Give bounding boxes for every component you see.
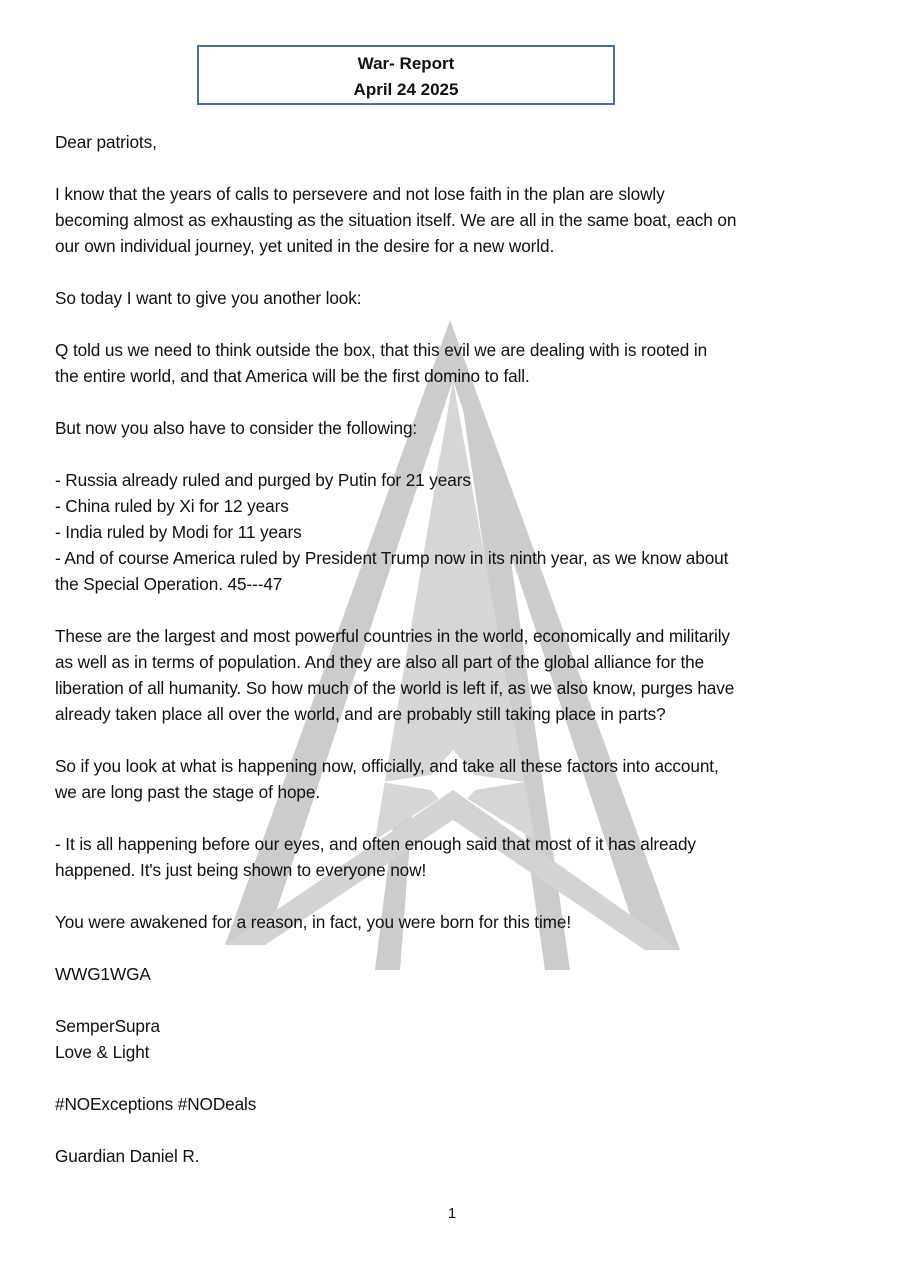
- hashtags: #NOExceptions #NODeals: [55, 1094, 257, 1114]
- paragraph-line: as well as in terms of population. And they are also all part of the global alliance for the: [55, 652, 705, 672]
- paragraph-line: These are the largest and most powerful countries in the world, economically and militarily: [55, 626, 730, 646]
- report-title: War- Report: [357, 54, 455, 73]
- paragraph-line: our own individual journey, yet united in the desire for a new world.: [55, 236, 555, 256]
- list-item: - And of course America ruled by President Trump now in its ninth year, as we know about: [55, 548, 729, 568]
- signoff-love-light: Love & Light: [55, 1042, 150, 1062]
- greeting: Dear patriots,: [55, 132, 157, 152]
- report-date: April 24 2025: [353, 80, 459, 99]
- paragraph-line: happened. It's just being shown to everyone now!: [55, 860, 427, 880]
- paragraph-line: becoming almost as exhausting as the situation itself. We are all in the same boat, each on: [55, 210, 737, 230]
- paragraph-line: the entire world, and that America will be the first domino to fall.: [55, 366, 530, 386]
- paragraph-line: already taken place all over the world, and are probably still taking place in parts?: [55, 704, 666, 724]
- list-item: - India ruled by Modi for 11 years: [55, 522, 302, 542]
- paragraph-line: we are long past the stage of hope.: [55, 782, 321, 802]
- list-item: - China ruled by Xi for 12 years: [55, 496, 289, 516]
- list-item: - Russia already ruled and purged by Putin for 21 years: [55, 470, 471, 490]
- report-title-box: [197, 45, 615, 105]
- paragraph-line: - It is all happening before our eyes, and often enough said that most of it has already: [55, 834, 696, 854]
- paragraph-line: But now you also have to consider the following:: [55, 418, 418, 438]
- paragraph-line: Q told us we need to think outside the box, that this evil we are dealing with is rooted in: [55, 340, 708, 360]
- paragraph-line: I know that the years of calls to persevere and not lose faith in the plan are slowly: [55, 184, 665, 204]
- list-item: the Special Operation. 45---47: [55, 574, 283, 594]
- paragraph-line: liberation of all humanity. So how much of the world is left if, as we also know, purges have: [55, 678, 735, 698]
- signoff-sempersupra: SemperSupra: [55, 1016, 160, 1036]
- signoff-wwg1wga: WWG1WGA: [55, 964, 151, 984]
- page-number: 1: [447, 1205, 457, 1222]
- author: Guardian Daniel R.: [55, 1146, 200, 1166]
- paragraph-line: So today I want to give you another look:: [55, 288, 362, 308]
- paragraph-line: So if you look at what is happening now, officially, and take all these factors into account,: [55, 756, 719, 776]
- paragraph-line: You were awakened for a reason, in fact, you were born for this time!: [55, 912, 572, 932]
